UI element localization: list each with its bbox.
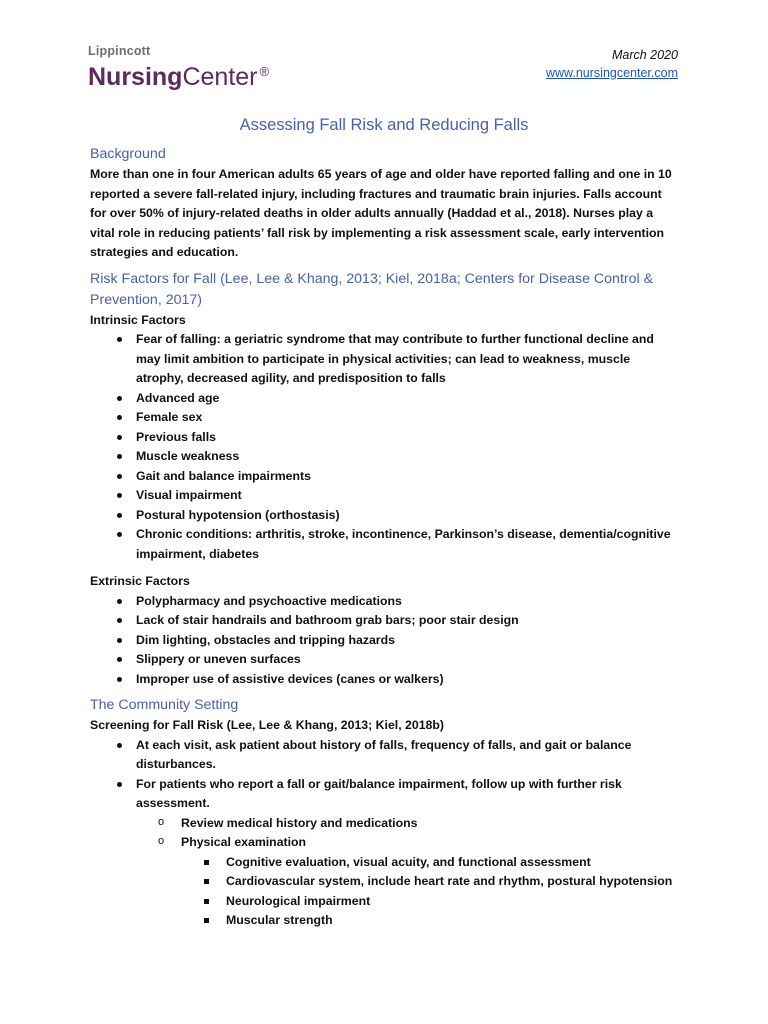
list-item-text: For patients who report a fall or gait/balance impairment, follow up with further risk assessment. <box>136 776 622 810</box>
list-item: Slippery or uneven surfaces <box>90 650 680 670</box>
list-item: Dim lighting, obstacles and tripping hazards <box>90 631 680 651</box>
list-item: Previous falls <box>90 428 680 448</box>
list-item: Postural hypotension (orthostasis) <box>90 506 680 526</box>
document-body <box>90 144 680 931</box>
list-item: Female sex <box>90 408 680 428</box>
header-meta <box>546 46 678 82</box>
website-link[interactable]: www.nursingcenter.com <box>545 66 678 80</box>
list-item <box>90 775 680 931</box>
list-item: Fear of falling: a geriatric syndrome that may contribute to further functional decline and may limit ambition to participate in physical activities; can lead to weakness, muscle atrophy, decreased agility, and predisposition to falls <box>90 330 680 389</box>
follow-up-sublist <box>136 814 680 931</box>
screening-list <box>90 736 680 931</box>
list-item: Polypharmacy and psychoactive medications <box>90 592 680 612</box>
section-heading-community: The Community Setting <box>90 697 239 713</box>
list-item: Improper use of assistive devices (canes or walkers) <box>90 670 680 690</box>
publication-date: March 2020 <box>611 48 678 62</box>
extrinsic-factor-list <box>90 592 680 690</box>
section-heading-background: Background <box>90 146 166 162</box>
document-title: Assessing Fall Risk and Reducing Falls <box>239 116 529 134</box>
nursingcenter-logo <box>88 44 269 91</box>
registered-mark: ® <box>259 64 270 79</box>
list-item: Visual impairment <box>90 486 680 506</box>
logo-center-text: Center <box>182 63 258 91</box>
background-paragraph: More than one in four American adults 65 years of age and older have reported falling and one in 10 reported a severe fall-related injury, including fractures and traumatic brain injuries. Falls account for over 50% of injury-related deaths in older adults annually (Haddad et al., 2018). Nurses play a vital role in reducing patients’ fall risk by implementing a risk assessment scale, early intervention strategies and education. <box>90 167 672 259</box>
sublist-item: o Review medical history and medications <box>90 814 680 834</box>
exam-item: Neurological impairment <box>90 892 680 912</box>
list-item: Advanced age <box>90 389 680 409</box>
logo-lippincott-text: Lippincott <box>88 44 151 58</box>
intrinsic-factor-list <box>90 330 680 564</box>
subheading-screening: Screening for Fall Risk (Lee, Lee & Khang, 2013; Kiel, 2018b) <box>90 718 444 732</box>
exam-item: Cognitive evaluation, visual acuity, and functional assessment <box>90 853 680 873</box>
list-item: Chronic conditions: arthritis, stroke, incontinence, Parkinson’s disease, dementia/cognitive impairment, diabetes <box>90 525 680 564</box>
exam-item: Muscular strength <box>90 911 680 931</box>
sublist-item-text: Physical examination <box>181 835 307 849</box>
exam-item: Cardiovascular system, include heart rate and rhythm, postural hypotension <box>90 872 680 892</box>
sublist-item <box>90 833 680 931</box>
subheading-extrinsic: Extrinsic Factors <box>90 574 190 588</box>
subheading-intrinsic: Intrinsic Factors <box>90 312 186 327</box>
physical-exam-list <box>181 853 680 931</box>
list-item: Lack of stair handrails and bathroom grab bars; poor stair design <box>90 611 680 631</box>
section-heading-risk-factors: Risk Factors for Fall (Lee, Lee & Khang, 2013; Kiel, 2018a; Centers for Disease Control & Prevention, 2017) <box>90 270 654 308</box>
logo-nursing-text: Nursing <box>88 63 183 91</box>
list-item: At each visit, ask patient about history of falls, frequency of falls, and gait or balance disturbances. <box>90 736 680 775</box>
logo-wordmark <box>88 58 269 91</box>
list-item: Gait and balance impairments <box>90 467 680 487</box>
list-item: Muscle weakness <box>90 447 680 467</box>
